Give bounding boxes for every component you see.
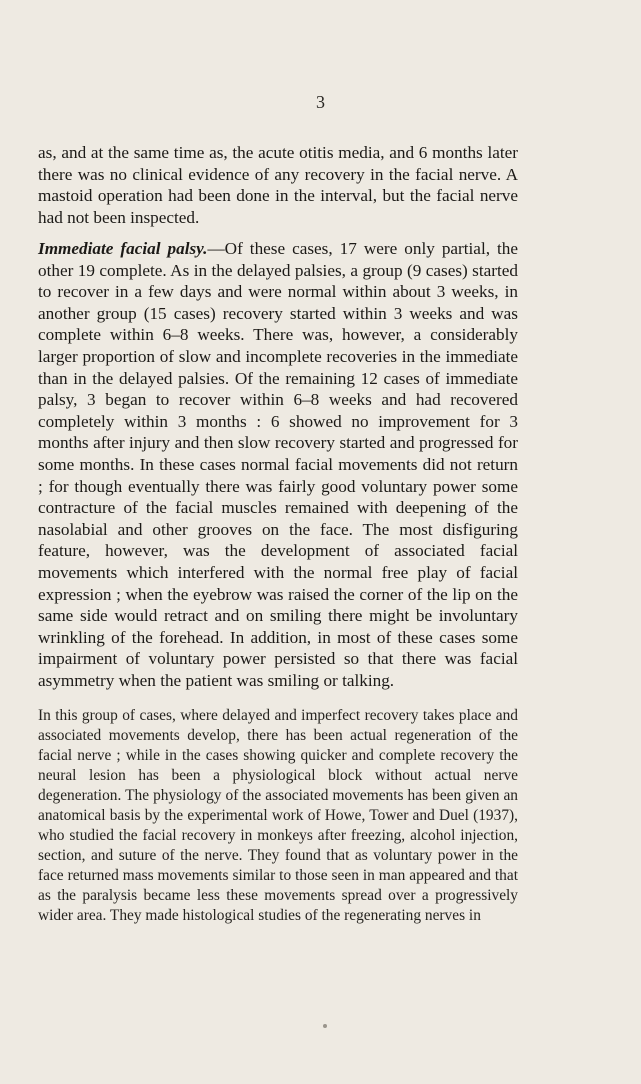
paragraph-immediate-facial-palsy (38, 238, 518, 691)
paragraph-continuation: as, and at the same time as, the acute otitis media, and 6 months later there was no clinical evidence of any recovery in the facial nerve. A mastoid operation had been done in the interval, but the facial nerve had not been inspected. (38, 143, 518, 227)
page-number: 3 (316, 92, 325, 112)
paper-speck (323, 1024, 327, 1028)
paragraph-body: —Of these cases, 17 were only partial, the other 19 complete. As in the delayed palsies, a group (9 cases) started to recover in a few days and were normal within about 3 weeks, in another group (15 cases) recovery started within 3 weeks and was complete within 6–8 weeks. There was, however, a considerably larger proportion of slow and incomplete recoveries in the immediate than in the delayed palsies. Of the remaining 12 cases of immediate palsy, 3 began to recover within 6–8 weeks and had recovered completely within 3 months : 6 showed no improvement for 3 months after injury and then slow recovery started and progressed for some months. In these cases normal facial movements did not return ; for though eventually there was fairly good voluntary power some contracture of the facial muscles remained with deepening of the nasolabial and other grooves on the face. The most disfiguring feature, however, was the development of associated facial movements which interfered with the normal free play of facial expression ; when the eyebrow was raised the corner of the lip on the same side would retract and on smiling there might be involuntary wrinkling of the forehead. In addition, in most of these cases some impairment of voluntary power persisted so that there was facial asymmetry when the patient was smiling or talking. (38, 239, 519, 690)
paragraph-regeneration: In this group of cases, where delayed and imperfect recovery takes place and associated movements develop, there has been actual regeneration of the facial nerve ; while in the cases showing quicker and complete recovery the neural lesion has been a physiological block without actual nerve degeneration. The physiology of the associated movements has been given an anatomical basis by the experimental work of Howe, Tower and Duel (1937), who studied the facial recovery in monkeys after freezing, alcohol injection, section, and suture of the nerve. They found that as voluntary power in the face returned mass movements similar to those seen in man appeared and that as the paralysis became less these movements spread over a progressively wider area. They made histological studies of the regenerating nerves in (38, 707, 518, 924)
section-heading: Immediate facial palsy. (38, 239, 208, 258)
